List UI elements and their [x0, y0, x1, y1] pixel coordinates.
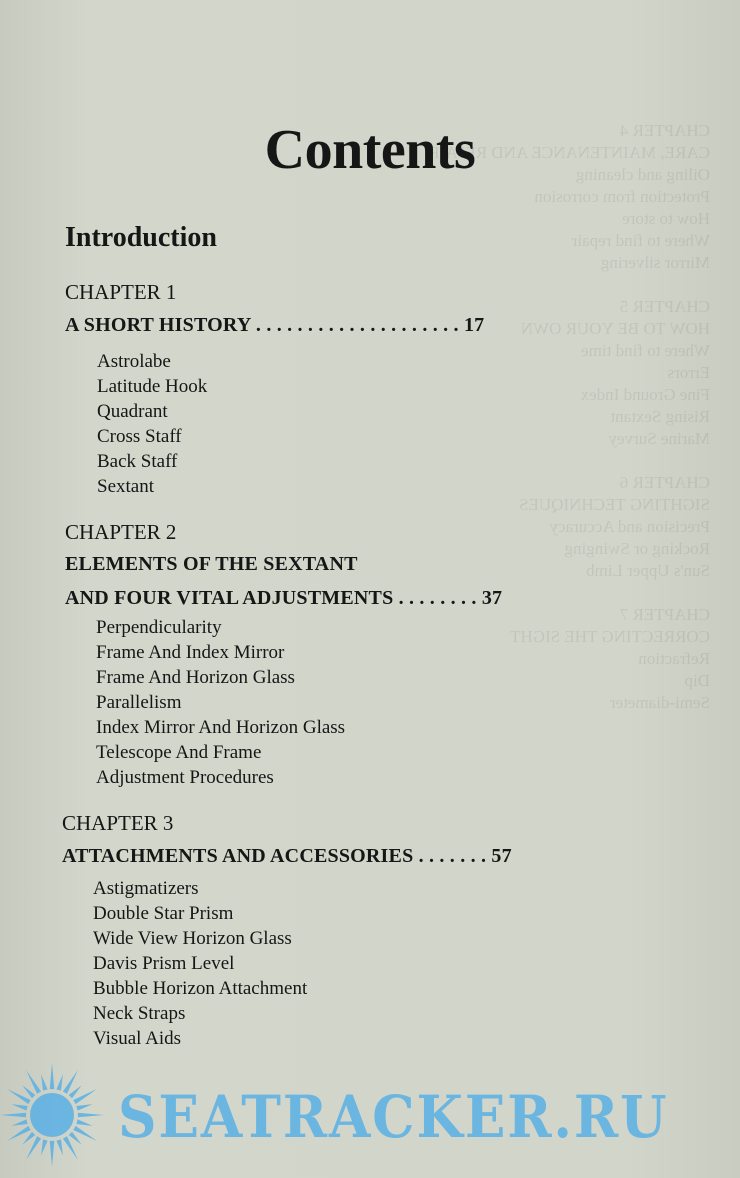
- chapter-title-line: AND FOUR VITAL ADJUSTMENTS . . . . . . . .: [65, 587, 482, 609]
- list-item: Astrolabe: [97, 351, 171, 372]
- list-item: Bubble Horizon Attachment: [93, 978, 308, 999]
- sun-ray: [76, 1104, 92, 1111]
- sun-ray: [22, 1085, 35, 1098]
- list-item: Latitude Hook: [97, 376, 208, 397]
- list-item: Davis Prism Level: [93, 953, 235, 974]
- list-item: Cross Staff: [97, 426, 182, 447]
- list-item: Sextant: [97, 476, 154, 497]
- list-item: Wide View Horizon Glass: [93, 928, 292, 949]
- list-item: Astigmatizers: [93, 878, 199, 899]
- chapter-1-page-number: 17: [463, 314, 485, 336]
- chapter-3-page-number: 57: [491, 845, 512, 867]
- chapter-3-label: CHAPTER 3: [62, 811, 174, 835]
- sun-ray: [76, 1119, 92, 1126]
- list-item: Quadrant: [97, 401, 168, 422]
- sun-ray: [22, 1132, 35, 1145]
- sun-ray: [41, 1074, 48, 1090]
- sun-ray: [56, 1139, 63, 1155]
- chapter-title-line: A SHORT HISTORY . . . . . . . . . . . . . . . . . . . .: [65, 314, 464, 336]
- list-item: Back Staff: [97, 451, 178, 472]
- sun-ray: [50, 1063, 55, 1089]
- list-item: Parallelism: [96, 692, 182, 713]
- chapter-1-title: [65, 314, 484, 337]
- chapter-2-label: CHAPTER 2: [65, 520, 177, 544]
- chapter-3-title: [62, 845, 512, 868]
- list-item: Index Mirror And Horizon Glass: [96, 717, 346, 738]
- chapter-3-items: [93, 876, 307, 1051]
- chapter-2-page-number: 37: [481, 587, 503, 609]
- sun-ray: [0, 1113, 26, 1118]
- list-item: Neck Straps: [93, 1003, 186, 1024]
- sun-ray: [78, 1113, 104, 1118]
- sun-ray: [56, 1074, 63, 1090]
- chapter-1-label: CHAPTER 1: [65, 280, 177, 304]
- sun-ray: [69, 1085, 82, 1098]
- chapter-2-title-line-1: ELEMENTS OF THE SEXTANT: [65, 553, 358, 575]
- list-item: Frame And Horizon Glass: [96, 667, 295, 688]
- list-item: Adjustment Procedures: [96, 767, 274, 788]
- sun-ray: [41, 1139, 48, 1155]
- chapter-1-items: [97, 349, 207, 499]
- watermark-text: SEATRACKER.RU: [118, 1083, 669, 1151]
- introduction-heading: Introduction: [65, 222, 217, 253]
- chapter-title-line: ATTACHMENTS AND ACCESSORIES . . . . . . .: [62, 845, 492, 867]
- sun-ray: [11, 1119, 27, 1126]
- chapter-2-title: [65, 587, 502, 610]
- chapter-2-items: [96, 615, 345, 790]
- list-item: Telescope And Frame: [96, 742, 262, 763]
- list-item: Perpendicularity: [96, 617, 222, 638]
- sun-ray: [11, 1104, 27, 1111]
- sun-ray: [50, 1141, 55, 1167]
- list-item: Double Star Prism: [93, 903, 234, 924]
- sun-ray: [69, 1132, 82, 1145]
- page-title: Contents: [264, 119, 476, 181]
- list-item: Frame And Index Mirror: [96, 642, 285, 663]
- list-item: Visual Aids: [93, 1028, 182, 1049]
